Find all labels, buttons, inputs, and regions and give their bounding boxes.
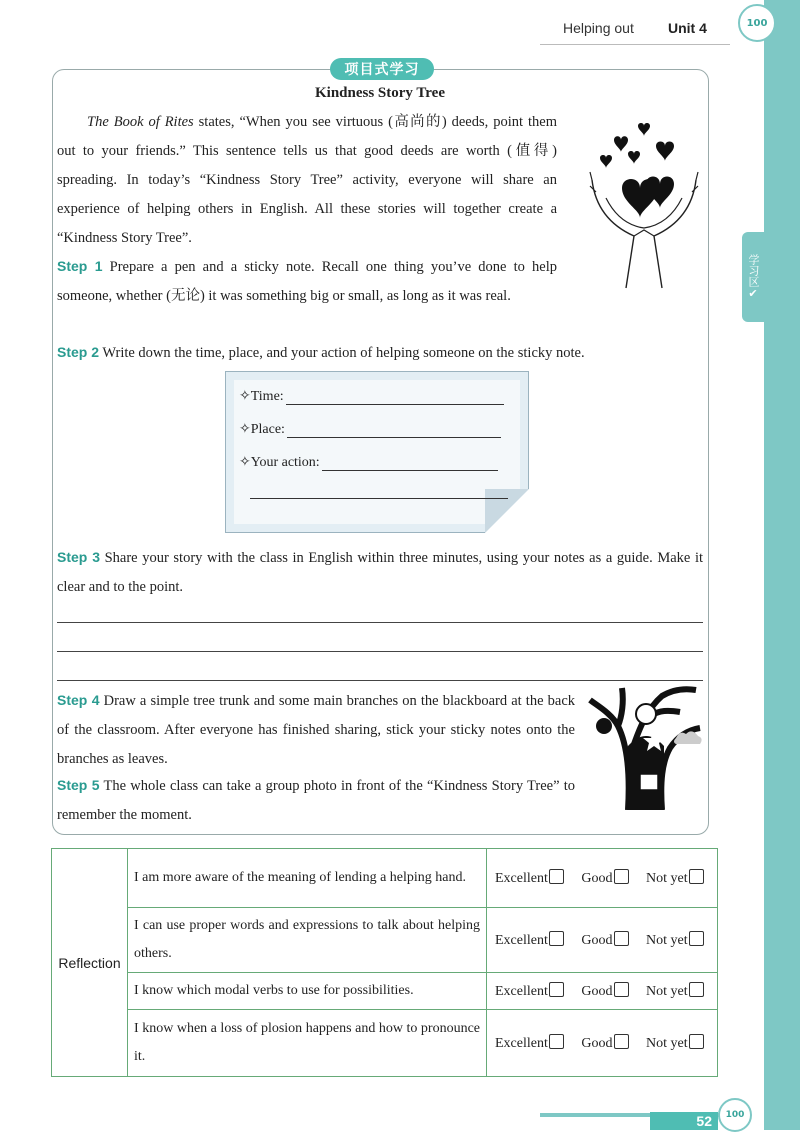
step-3-label: Step 3	[57, 549, 100, 565]
note-action-label: ✧Your action:	[239, 455, 320, 470]
table-row	[52, 908, 718, 973]
writing-line	[57, 680, 703, 681]
option-not-yet: Not yet	[646, 1036, 688, 1051]
good-checkbox[interactable]	[614, 931, 629, 946]
rating-options	[487, 849, 718, 908]
step-4-label: Step 4	[57, 692, 100, 708]
note-place-row	[239, 421, 501, 438]
step-5-label: Step 5	[57, 777, 100, 793]
option-excellent: Excellent	[495, 1036, 548, 1051]
option-not-yet: Not yet	[646, 933, 688, 948]
not-yet-checkbox[interactable]	[689, 1034, 704, 1049]
header-divider	[540, 44, 730, 45]
excellent-checkbox[interactable]	[549, 931, 564, 946]
step-1-text: Prepare a pen and a sticky note. Recall one thing you’ve done to help someone, whether (无论) it was something big or small, as long as it was real.	[57, 259, 557, 304]
tree-with-shapes-icon	[588, 686, 704, 810]
reflection-table	[51, 848, 718, 1077]
sticky-note	[225, 371, 529, 533]
option-not-yet: Not yet	[646, 871, 688, 886]
step-3-text: Share your story with the class in English within three minutes, using your notes as a guide. Make it clear and to the point.	[57, 550, 703, 595]
option-excellent: Excellent	[495, 984, 548, 999]
writing-line	[57, 622, 703, 623]
logo-icon: 100	[738, 4, 776, 42]
not-yet-checkbox[interactable]	[689, 982, 704, 997]
reflection-statement: I can use proper words and expressions to talk about helping others.	[128, 908, 487, 973]
step-1-label: Step 1	[57, 258, 103, 274]
check-icon: ✔	[748, 286, 758, 300]
note-extra-line	[250, 498, 508, 499]
project-badge: 项目式学习	[330, 58, 434, 80]
step-1	[57, 252, 557, 311]
good-checkbox[interactable]	[614, 982, 629, 997]
excellent-checkbox[interactable]	[549, 1034, 564, 1049]
step-4	[57, 686, 575, 774]
study-area-tab	[742, 232, 764, 322]
rating-options	[487, 973, 718, 1010]
option-excellent: Excellent	[495, 871, 548, 886]
book-title: The Book of Rites	[87, 114, 194, 130]
option-good: Good	[581, 933, 613, 948]
step-5-text: The whole class can take a group photo in front of the “Kindness Story Tree” to remember the moment.	[57, 778, 576, 823]
step-4-text: Draw a simple tree trunk and some main branches on the blackboard at the back of the classroom. After everyone has finished sharing, stick your sticky notes onto the branches as leaves.	[57, 693, 575, 767]
note-time-row	[239, 388, 504, 405]
page-number: 52	[650, 1112, 718, 1130]
step-5	[57, 771, 575, 830]
right-edge-band	[764, 0, 800, 1130]
excellent-checkbox[interactable]	[549, 869, 564, 884]
note-action-line	[322, 456, 498, 471]
step-2	[57, 338, 707, 368]
table-row	[52, 1010, 718, 1077]
rating-options	[487, 908, 718, 973]
step-2-label: Step 2	[57, 344, 100, 360]
study-area-tab-label: 学习区	[747, 253, 760, 287]
not-yet-checkbox[interactable]	[689, 869, 704, 884]
header-unit-label: Unit 4	[668, 20, 707, 36]
footer-logo-icon: 100	[718, 1098, 752, 1132]
option-good: Good	[581, 984, 613, 999]
note-time-label: ✧Time:	[239, 389, 284, 404]
reflection-statement: I am more aware of the meaning of lending a helping hand.	[128, 849, 487, 908]
rating-options	[487, 1010, 718, 1077]
table-row	[52, 849, 718, 908]
header-section-title: Helping out	[563, 20, 634, 36]
intro-paragraph	[57, 108, 557, 253]
note-action-row	[239, 454, 498, 471]
good-checkbox[interactable]	[614, 1034, 629, 1049]
not-yet-checkbox[interactable]	[689, 931, 704, 946]
step-3	[57, 543, 703, 602]
option-excellent: Excellent	[495, 933, 548, 948]
writing-line	[57, 651, 703, 652]
note-time-line	[286, 390, 504, 405]
reflection-statement: I know which modal verbs to use for possibilities.	[128, 973, 487, 1010]
note-place-label: ✧Place:	[239, 422, 285, 437]
sticky-note-fold	[485, 489, 529, 533]
option-good: Good	[581, 1036, 613, 1051]
reflection-statement: I know when a loss of plosion happens and how to pronounce it.	[128, 1010, 487, 1077]
option-good: Good	[581, 871, 613, 886]
excellent-checkbox[interactable]	[549, 982, 564, 997]
note-place-line	[287, 423, 501, 438]
good-checkbox[interactable]	[614, 869, 629, 884]
option-not-yet: Not yet	[646, 984, 688, 999]
reflection-label: Reflection	[52, 849, 128, 1077]
table-row	[52, 973, 718, 1010]
page-title: Kindness Story Tree	[314, 85, 445, 101]
hands-with-hearts-icon	[586, 118, 702, 290]
step-2-text: Write down the time, place, and your action of helping someone on the sticky note.	[99, 345, 585, 361]
intro-text: states, “When you see virtuous (高尚的) deeds, point them out to your friends.” This sentence tells us that good deeds are worth (值得) spreading. In today’s “Kindness Story Tree” activity, everyone will share an experience of helping others in English. All these stories will together create a “Kindness Story Tree”.	[57, 114, 557, 246]
